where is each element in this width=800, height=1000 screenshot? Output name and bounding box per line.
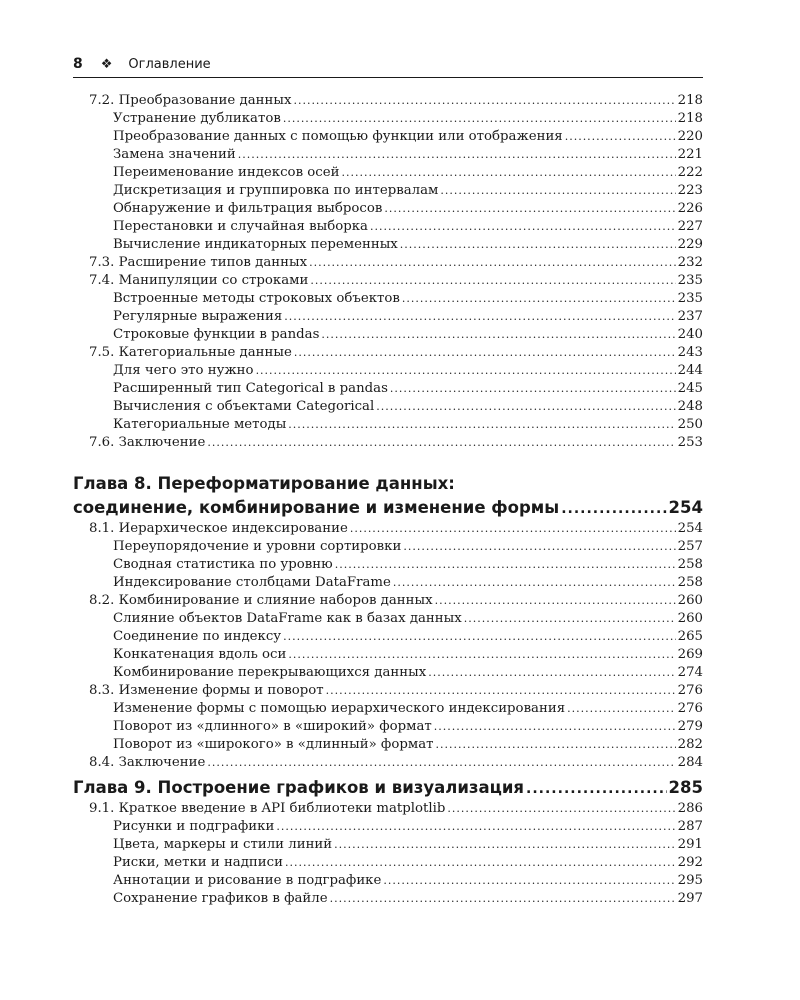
page-number: 8 (73, 56, 83, 72)
leader-dots (341, 164, 675, 182)
toc-page: 229 (677, 237, 703, 252)
leader-dots (288, 416, 675, 434)
toc-section-8-4[interactable] (73, 754, 703, 772)
toc-item[interactable] (73, 182, 703, 200)
toc-page: 220 (677, 129, 703, 144)
toc-title: Замена значений (113, 147, 236, 162)
leader-dots (293, 92, 675, 110)
toc-section-7-3[interactable] (73, 254, 703, 272)
toc-section-7-6[interactable] (73, 434, 703, 452)
toc-title: Обнаружение и фильтрация выбросов (113, 201, 383, 216)
leader-dots (238, 146, 676, 164)
chapter-title-line2: соединение, комбинирование и изменение формы (73, 498, 560, 517)
leader-dots (285, 854, 676, 872)
toc-page: 274 (677, 665, 703, 680)
toc-item[interactable] (73, 146, 703, 164)
toc-page: 250 (677, 417, 703, 432)
toc-section-7-2[interactable] (73, 92, 703, 110)
leader-dots (436, 736, 676, 754)
header-title: Оглавление (128, 56, 211, 72)
leader-dots (330, 890, 676, 908)
toc-page: 235 (677, 291, 703, 306)
toc-item[interactable] (73, 890, 703, 908)
toc-item[interactable] (73, 574, 703, 592)
toc-item[interactable] (73, 700, 703, 718)
chapter-title: Глава 9. Построение графиков и визуализация (73, 778, 525, 797)
leader-dots (256, 362, 676, 380)
leader-dots (370, 218, 676, 236)
leader-dots (207, 434, 675, 452)
leader-dots (383, 872, 675, 890)
toc-title: 9.1. Краткое введение в API библиотеки matplotlib (89, 801, 446, 816)
toc-title: 8.4. Заключение (89, 755, 206, 770)
toc-page: 295 (677, 873, 703, 888)
toc-page: 226 (677, 201, 703, 216)
toc-page: 297 (677, 891, 703, 906)
leader-dots (526, 777, 667, 801)
leader-dots (402, 290, 676, 308)
toc-page: 276 (677, 701, 703, 716)
leader-dots (464, 610, 676, 628)
toc-page: 254 (677, 521, 703, 536)
leader-dots (350, 520, 676, 538)
toc-item[interactable] (73, 610, 703, 628)
leader-dots (565, 128, 676, 146)
toc-page: 254 (668, 498, 703, 517)
toc-item[interactable] (73, 290, 703, 308)
toc-title: Поворот из «длинного» в «широкий» формат (113, 719, 432, 734)
leader-dots (276, 818, 675, 836)
toc-item[interactable] (73, 110, 703, 128)
toc-page: 282 (677, 737, 703, 752)
toc-item[interactable] (73, 326, 703, 344)
toc-page: 292 (677, 855, 703, 870)
ornament-icon: ❖ (100, 56, 113, 72)
leader-dots (403, 538, 675, 556)
toc-page: 285 (668, 778, 703, 797)
toc-title: Категориальные методы (113, 417, 287, 432)
toc-title: 8.3. Изменение формы и поворот (89, 683, 324, 698)
toc-item[interactable] (73, 556, 703, 574)
leader-dots (294, 344, 676, 362)
toc-title: Строковые функции в pandas (113, 327, 320, 342)
toc-title: Преобразование данных с помощью функции или отображения (113, 129, 563, 144)
toc-page: 269 (677, 647, 703, 662)
leader-dots (434, 718, 676, 736)
toc-title: Индексирование столбцами DataFrame (113, 575, 391, 590)
leader-dots (334, 836, 675, 854)
toc-title: Вычисления с объектами Categorical (113, 399, 375, 414)
toc-item[interactable] (73, 200, 703, 218)
toc-page: 245 (677, 381, 703, 396)
toc-item[interactable] (73, 854, 703, 872)
toc-title: Переименование индексов осей (113, 165, 340, 180)
running-header (73, 54, 703, 78)
table-of-contents (73, 92, 703, 908)
leader-dots (400, 236, 676, 254)
toc-title: 7.6. Заключение (89, 435, 206, 450)
toc-item[interactable] (73, 218, 703, 236)
toc-page: 235 (677, 273, 703, 288)
toc-title: Соединение по индексу (113, 629, 282, 644)
toc-item[interactable] (73, 818, 703, 836)
leader-dots (390, 380, 676, 398)
toc-item[interactable] (73, 664, 703, 682)
toc-section-9-1[interactable] (73, 800, 703, 818)
leader-dots (376, 398, 675, 416)
toc-title: Перестановки и случайная выборка (113, 219, 368, 234)
toc-title: 8.1. Иерархическое индексирование (89, 521, 348, 536)
toc-page: 248 (677, 399, 703, 414)
toc-title: Вычисление индикаторных переменных (113, 237, 398, 252)
toc-section-7-5[interactable] (73, 344, 703, 362)
toc-page: 265 (677, 629, 703, 644)
toc-page: 223 (677, 183, 703, 198)
toc-page: 222 (677, 165, 703, 180)
toc-item[interactable] (73, 308, 703, 326)
leader-dots (309, 254, 676, 272)
toc-item[interactable] (73, 872, 703, 890)
toc-page: 240 (677, 327, 703, 342)
toc-title: Для чего это нужно (113, 363, 254, 378)
toc-section-8-2[interactable] (73, 592, 703, 610)
toc-chapter-8[interactable] (73, 472, 703, 520)
toc-title: Сводная статистика по уровню (113, 557, 333, 572)
toc-page: 244 (677, 363, 703, 378)
toc-section-8-3[interactable] (73, 682, 703, 700)
toc-item[interactable] (73, 718, 703, 736)
leader-dots (384, 200, 675, 218)
toc-page: 286 (677, 801, 703, 816)
leader-dots (435, 592, 676, 610)
toc-section-7-4[interactable] (73, 272, 703, 290)
toc-item[interactable] (73, 380, 703, 398)
toc-title: Расширенный тип Categorical в pandas (113, 381, 388, 396)
leader-dots (440, 182, 675, 200)
toc-item[interactable] (73, 628, 703, 646)
leader-dots (567, 700, 676, 718)
toc-item[interactable] (73, 416, 703, 434)
toc-title: Дискретизация и группировка по интервалам (113, 183, 439, 198)
toc-item[interactable] (73, 836, 703, 854)
toc-title: Переупорядочение и уровни сортировки (113, 539, 402, 554)
toc-page: 257 (677, 539, 703, 554)
leader-dots (321, 326, 675, 344)
leader-dots (428, 664, 675, 682)
toc-page: 218 (677, 111, 703, 126)
toc-page: 218 (677, 93, 703, 108)
toc-item[interactable] (73, 236, 703, 254)
toc-item[interactable] (73, 128, 703, 146)
leader-dots (283, 628, 676, 646)
leader-dots (335, 556, 676, 574)
toc-title: Устранение дубликатов (113, 111, 281, 126)
toc-page: 221 (677, 147, 703, 162)
toc-title: Комбинирование перекрывающихся данных (113, 665, 427, 680)
toc-page: 253 (677, 435, 703, 450)
leader-dots (284, 308, 675, 326)
toc-page: 243 (677, 345, 703, 360)
toc-title: Цвета, маркеры и стили линий (113, 837, 333, 852)
toc-page: 260 (677, 593, 703, 608)
leader-dots (207, 754, 675, 772)
toc-item[interactable] (73, 164, 703, 182)
toc-chapter-9[interactable] (73, 776, 703, 800)
toc-page: 260 (677, 611, 703, 626)
toc-page: 276 (677, 683, 703, 698)
toc-title: Поворот из «широкого» в «длинный» формат (113, 737, 434, 752)
toc-title: Аннотации и рисование в подграфике (113, 873, 382, 888)
chapter-title-line1: Глава 8. Переформатирование данных: (73, 474, 455, 493)
toc-item[interactable] (73, 646, 703, 664)
toc-title: 7.5. Категориальные данные (89, 345, 292, 360)
toc-page: 232 (677, 255, 703, 270)
leader-dots (447, 800, 675, 818)
toc-item[interactable] (73, 736, 703, 754)
toc-item[interactable] (73, 362, 703, 380)
toc-title: Слияние объектов DataFrame как в базах данных (113, 611, 462, 626)
toc-page: 291 (677, 837, 703, 852)
toc-title: 8.2. Комбинирование и слияние наборов данных (89, 593, 433, 608)
leader-dots (283, 110, 676, 128)
leader-dots (561, 497, 666, 521)
toc-title: Сохранение графиков в файле (113, 891, 328, 906)
toc-title: Рисунки и подграфики (113, 819, 275, 834)
toc-title: Конкатенация вдоль оси (113, 647, 287, 662)
toc-title: 7.2. Преобразование данных (89, 93, 292, 108)
leader-dots (288, 646, 675, 664)
leader-dots (310, 272, 675, 290)
toc-title: 7.4. Манипуляции со строками (89, 273, 309, 288)
toc-section-8-1[interactable] (73, 520, 703, 538)
toc-title: Риски, метки и надписи (113, 855, 283, 870)
leader-dots (393, 574, 676, 592)
toc-title: 7.3. Расширение типов данных (89, 255, 308, 270)
toc-page: 258 (677, 557, 703, 572)
toc-page: 227 (677, 219, 703, 234)
toc-title: Регулярные выражения (113, 309, 283, 324)
toc-item[interactable] (73, 398, 703, 416)
toc-page: 287 (677, 819, 703, 834)
toc-page: 279 (677, 719, 703, 734)
toc-page: 258 (677, 575, 703, 590)
toc-item[interactable] (73, 538, 703, 556)
leader-dots (326, 682, 676, 700)
toc-title: Изменение формы с помощью иерархического индексирования (113, 701, 566, 716)
toc-title: Встроенные методы строковых объектов (113, 291, 400, 306)
toc-page: 284 (677, 755, 703, 770)
toc-page: 237 (677, 309, 703, 324)
